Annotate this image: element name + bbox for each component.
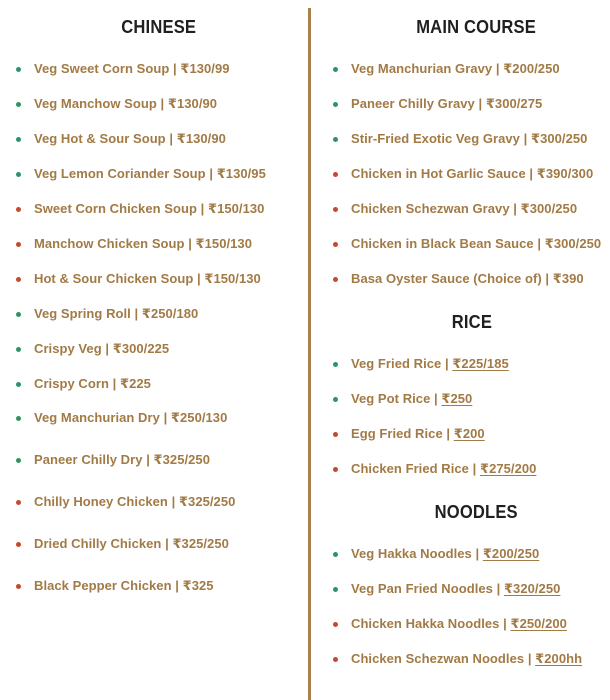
item-price: ₹200hh — [535, 651, 583, 666]
non-veg-bullet-icon — [16, 277, 21, 282]
item-name: Crispy Corn — [34, 376, 109, 391]
menu-item: Veg Manchow Soup | ₹130/90 — [16, 94, 217, 114]
item-price: ₹130/99 — [180, 61, 230, 76]
menu-item: Veg Pot Rice | ₹250 — [333, 389, 472, 409]
menu-item: Egg Fried Rice | ₹200 — [333, 424, 485, 444]
menu-item: Hot & Sour Chicken Soup | ₹150/130 — [16, 269, 261, 289]
menu-item: Chicken in Hot Garlic Sauce | ₹390/300 — [333, 164, 593, 184]
menu-item: Chicken Schezwan Gravy | ₹300/250 — [333, 199, 577, 219]
rice-heading: RICE — [451, 312, 493, 332]
item-price: ₹130/90 — [167, 96, 218, 111]
item-price: ₹325/250 — [178, 494, 236, 509]
item-price: ₹300/250 — [544, 236, 602, 251]
noodles-heading: NOODLES — [434, 502, 518, 522]
veg-bullet-icon — [16, 137, 21, 142]
item-name: Veg Manchurian Gravy — [351, 61, 493, 76]
item-name: Chicken Schezwan Noodles — [351, 651, 525, 666]
main-course-heading: MAIN COURSE — [416, 17, 537, 37]
item-name: Crispy Veg — [34, 341, 102, 356]
column-divider — [308, 8, 311, 700]
item-price: ₹250/130 — [170, 410, 228, 425]
item-name: Basa Oyster Sauce (Choice of) — [351, 271, 542, 286]
item-name: Veg Hot & Sour Soup — [34, 131, 166, 146]
item-name: Chicken Hakka Noodles — [351, 616, 500, 631]
non-veg-bullet-icon — [333, 277, 338, 282]
menu-item: Veg Sweet Corn Soup | ₹130/99 — [16, 59, 230, 79]
item-price: ₹150/130 — [195, 236, 252, 251]
menu-item: Crispy Veg | ₹300/225 — [16, 339, 169, 359]
item-name: Veg Fried Rice — [351, 356, 442, 371]
non-veg-bullet-icon — [16, 207, 21, 212]
menu-item: Basa Oyster Sauce (Choice of) | ₹390 — [333, 269, 584, 289]
item-name: Chilly Honey Chicken — [34, 494, 168, 509]
veg-bullet-icon — [333, 67, 338, 72]
item-price: ₹390 — [552, 271, 584, 286]
menu-item: Chilly Honey Chicken | ₹325/250 — [16, 492, 235, 512]
menu-item: Veg Fried Rice | ₹225/185 — [333, 354, 509, 374]
item-price: ₹200 — [453, 426, 485, 441]
item-name: Veg Spring Roll — [34, 306, 131, 321]
non-veg-bullet-icon — [333, 432, 338, 437]
item-name: Hot & Sour Chicken Soup — [34, 271, 194, 286]
item-name: Veg Sweet Corn Soup — [34, 61, 170, 76]
item-price: ₹130/90 — [176, 131, 226, 146]
non-veg-bullet-icon — [16, 500, 21, 505]
menu-item: Veg Hot & Sour Soup | ₹130/90 — [16, 129, 226, 149]
non-veg-bullet-icon — [333, 467, 338, 472]
item-price: ₹325/250 — [172, 536, 229, 551]
menu-item: Manchow Chicken Soup | ₹150/130 — [16, 234, 252, 254]
item-price: ₹320/250 — [503, 581, 561, 596]
item-price: ₹300/225 — [112, 341, 170, 356]
veg-bullet-icon — [333, 137, 338, 142]
item-name: Paneer Chilly Dry — [34, 452, 143, 467]
item-price: ₹200/250 — [503, 61, 560, 76]
item-name: Veg Manchurian Dry — [34, 410, 160, 425]
item-name: Stir-Fried Exotic Veg Gravy — [351, 131, 520, 146]
non-veg-bullet-icon — [16, 242, 21, 247]
menu-item: Paneer Chilly Gravy | ₹300/275 — [333, 94, 542, 114]
item-price: ₹390/300 — [536, 166, 594, 181]
item-name: Black Pepper Chicken — [34, 578, 172, 593]
item-price: ₹150/130 — [204, 271, 261, 286]
veg-bullet-icon — [16, 172, 21, 177]
menu-item: Crispy Corn | ₹225 — [16, 374, 151, 394]
veg-bullet-icon — [16, 102, 21, 107]
non-veg-bullet-icon — [333, 207, 338, 212]
menu-item: Paneer Chilly Dry | ₹325/250 — [16, 450, 210, 470]
item-price: ₹275/200 — [479, 461, 537, 476]
item-price: ₹225 — [119, 376, 151, 391]
item-price: ₹250/180 — [141, 306, 199, 321]
menu-item: Dried Chilly Chicken | ₹325/250 — [16, 534, 229, 554]
veg-bullet-icon — [333, 587, 338, 592]
non-veg-bullet-icon — [333, 622, 338, 627]
chinese-heading: CHINESE — [121, 17, 197, 37]
item-price: ₹325 — [182, 578, 214, 593]
veg-bullet-icon — [333, 397, 338, 402]
item-price: ₹250/200 — [510, 616, 567, 631]
item-price: ₹130/95 — [216, 166, 266, 181]
item-name: Chicken Fried Rice — [351, 461, 469, 476]
item-name: Paneer Chilly Gravy — [351, 96, 475, 111]
item-name: Dried Chilly Chicken — [34, 536, 162, 551]
item-price: ₹300/250 — [520, 201, 578, 216]
item-price: ₹325/250 — [153, 452, 210, 467]
veg-bullet-icon — [16, 458, 21, 463]
menu-item: Chicken Fried Rice | ₹275/200 — [333, 459, 536, 479]
item-price: ₹150/130 — [207, 201, 265, 216]
non-veg-bullet-icon — [333, 172, 338, 177]
veg-bullet-icon — [16, 312, 21, 317]
item-name: Chicken Schezwan Gravy — [351, 201, 510, 216]
item-price: ₹225/185 — [452, 356, 509, 371]
item-name: Veg Pot Rice — [351, 391, 431, 406]
non-veg-bullet-icon — [16, 542, 21, 547]
menu-item: Sweet Corn Chicken Soup | ₹150/130 — [16, 199, 264, 219]
menu-item: Veg Manchurian Dry | ₹250/130 — [16, 408, 227, 428]
item-name: Sweet Corn Chicken Soup — [34, 201, 197, 216]
item-price: ₹200/250 — [482, 546, 540, 561]
menu-item: Veg Lemon Coriander Soup | ₹130/95 — [16, 164, 266, 184]
veg-bullet-icon — [16, 382, 21, 387]
item-name: Veg Lemon Coriander Soup — [34, 166, 206, 181]
item-name: Chicken in Black Bean Sauce — [351, 236, 534, 251]
item-name: Egg Fried Rice — [351, 426, 443, 441]
menu-item: Chicken Schezwan Noodles | ₹200hh — [333, 649, 582, 669]
non-veg-bullet-icon — [333, 657, 338, 662]
non-veg-bullet-icon — [16, 584, 21, 589]
menu-item: Black Pepper Chicken | ₹325 — [16, 576, 214, 596]
veg-bullet-icon — [333, 552, 338, 557]
veg-bullet-icon — [16, 416, 21, 421]
item-name: Veg Hakka Noodles — [351, 546, 472, 561]
item-price: ₹300/250 — [531, 131, 588, 146]
menu-item: Chicken in Black Bean Sauce | ₹300/250 — [333, 234, 601, 254]
veg-bullet-icon — [16, 347, 21, 352]
menu-item: Veg Pan Fried Noodles | ₹320/250 — [333, 579, 560, 599]
menu-item: Veg Spring Roll | ₹250/180 — [16, 304, 198, 324]
item-name: Manchow Chicken Soup — [34, 236, 185, 251]
menu-item: Veg Manchurian Gravy | ₹200/250 — [333, 59, 560, 79]
menu-item: Stir-Fried Exotic Veg Gravy | ₹300/250 — [333, 129, 587, 149]
item-name: Chicken in Hot Garlic Sauce — [351, 166, 526, 181]
non-veg-bullet-icon — [333, 242, 338, 247]
item-name: Veg Manchow Soup — [34, 96, 157, 111]
item-name: Veg Pan Fried Noodles — [351, 581, 493, 596]
item-price: ₹300/275 — [485, 96, 543, 111]
veg-bullet-icon — [333, 362, 338, 367]
menu-item: Chicken Hakka Noodles | ₹250/200 — [333, 614, 567, 634]
menu-item: Veg Hakka Noodles | ₹200/250 — [333, 544, 539, 564]
item-price: ₹250 — [441, 391, 473, 406]
veg-bullet-icon — [16, 67, 21, 72]
veg-bullet-icon — [333, 102, 338, 107]
